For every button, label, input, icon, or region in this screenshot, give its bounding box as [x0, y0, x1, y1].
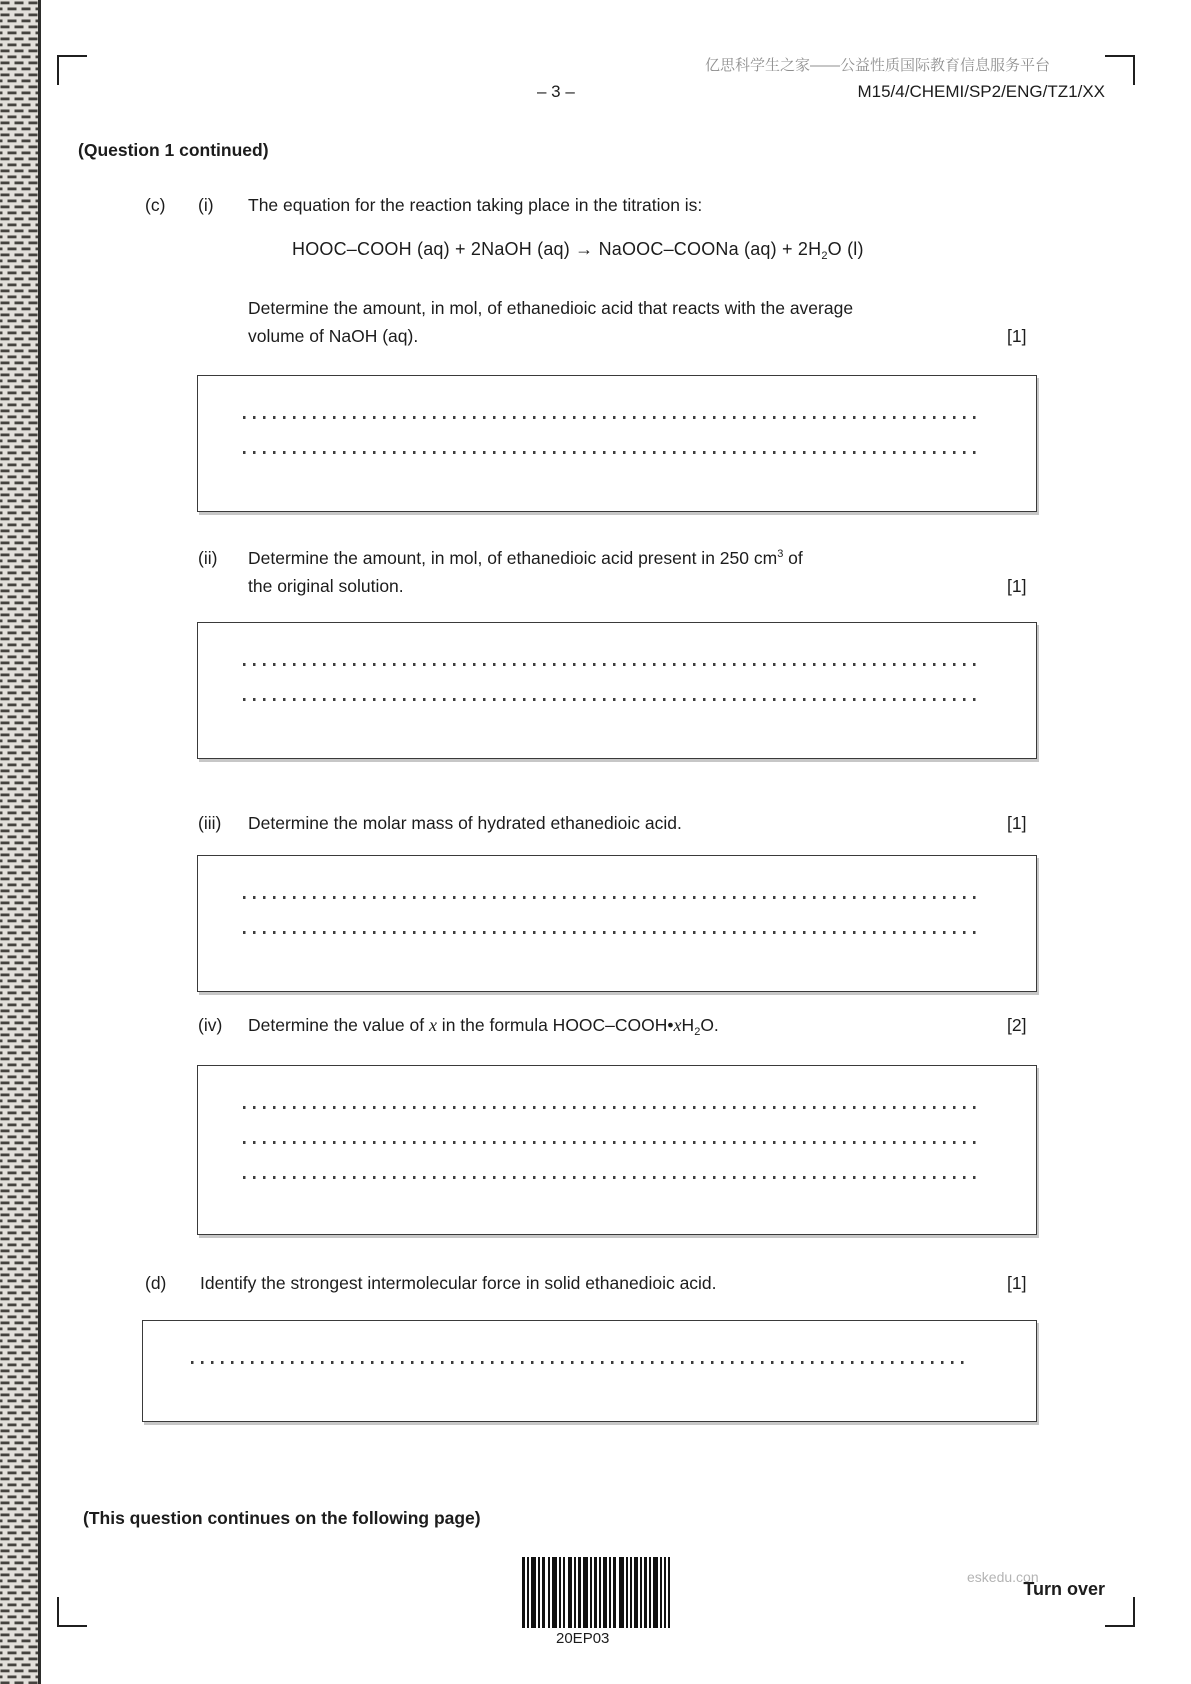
- continuation-note: (This question continues on the following page): [83, 1508, 481, 1528]
- barcode-svg: [522, 1557, 670, 1628]
- part-d-label: (d): [145, 1273, 167, 1293]
- page-number: – 3 –: [537, 82, 575, 101]
- crop-mark-top-right: [1105, 55, 1135, 85]
- turn-over-label: Turn over: [1023, 1579, 1105, 1599]
- part-c-iv-label: (iv): [198, 1015, 223, 1035]
- hatch-pattern-svg: [0, 0, 38, 1684]
- part-c-i-intro: The equation for the reaction taking place in the titration is:: [248, 195, 703, 215]
- equation-part2: O (l): [827, 239, 864, 259]
- part-c-iii-label: (iii): [198, 813, 222, 833]
- answer-line: [243, 931, 976, 934]
- crop-mark-bottom-left: [57, 1597, 87, 1627]
- paper-code: M15/4/CHEMI/SP2/ENG/TZ1/XX: [857, 82, 1105, 101]
- barcode-label: 20EP03: [556, 1630, 610, 1647]
- cm3-superscript: 3: [777, 548, 784, 560]
- part-c-iii-marks: [1]: [1007, 813, 1027, 833]
- formula-end: O.: [700, 1015, 719, 1035]
- answer-line: [243, 1106, 976, 1109]
- answer-line: [191, 1361, 971, 1364]
- prompt-text: Determine the amount, in mol, of ethanedioic acid present in 250 cm: [248, 548, 778, 568]
- answer-line: [243, 1141, 976, 1144]
- part-c-i-marks: [1]: [1007, 326, 1027, 346]
- part-c-ii-prompt-line2: the original solution.: [248, 576, 404, 596]
- answer-line: [243, 1176, 976, 1179]
- crop-mark-top-left: [57, 55, 87, 85]
- math-x: x: [428, 1015, 437, 1035]
- prompt-text: in the formula HOOC–COOH•: [436, 1015, 674, 1035]
- titration-equation: [292, 239, 864, 262]
- part-c-ii-prompt-line1: [248, 548, 803, 569]
- part-d-prompt: Identify the strongest intermolecular force in solid ethanedioic acid.: [200, 1273, 717, 1293]
- part-c-iii-prompt: Determine the molar mass of hydrated ethanedioic acid.: [248, 813, 682, 833]
- answer-line: [243, 698, 976, 701]
- scan-edge-line: [38, 0, 41, 1684]
- answer-line: [243, 663, 976, 666]
- part-c-label: (c): [145, 195, 166, 215]
- part-c-i-prompt-line2: volume of NaOH (aq).: [248, 326, 419, 346]
- crop-mark-bottom-right: [1105, 1597, 1135, 1627]
- part-c-i-label: (i): [198, 195, 214, 215]
- question-continued-heading: (Question 1 continued): [78, 140, 269, 160]
- answer-line: [243, 896, 976, 899]
- answer-box-c-ii: [197, 622, 1037, 759]
- barcode: [522, 1557, 670, 1633]
- answer-line: [243, 451, 976, 454]
- answer-box-d: [142, 1320, 1037, 1422]
- answer-box-c-iv: [197, 1065, 1037, 1235]
- scan-edge-texture: [0, 0, 38, 1684]
- part-d-marks: [1]: [1007, 1273, 1027, 1293]
- answer-box-c-iii: [197, 855, 1037, 992]
- part-c-ii-label: (ii): [198, 548, 218, 568]
- part-c-iv-prompt: [248, 1015, 719, 1038]
- formula-subscript: 2: [694, 1026, 701, 1038]
- part-c-ii-marks: [1]: [1007, 576, 1027, 596]
- formula-h: H: [681, 1015, 695, 1035]
- answer-box-c-i: [197, 375, 1037, 512]
- prompt-text: Determine the value of: [248, 1015, 429, 1035]
- equation-part1: HOOC–COOH (aq) + 2NaOH (aq) → NaOOC–COONa (aq) + 2H: [292, 239, 822, 259]
- prompt-text: of: [783, 548, 803, 568]
- chinese-watermark-header: 亿思科学生之家——公益性质国际教育信息服务平台: [704, 57, 1050, 74]
- equation-subscript: 2: [821, 250, 828, 262]
- part-c-iv-marks: [2]: [1007, 1015, 1027, 1035]
- part-c-i-prompt-line1: Determine the amount, in mol, of ethanedioic acid that reacts with the average: [248, 298, 854, 318]
- answer-line: [243, 416, 976, 419]
- math-x: x: [673, 1015, 682, 1035]
- eskedu-watermark: eskedu.con: [967, 1569, 1039, 1585]
